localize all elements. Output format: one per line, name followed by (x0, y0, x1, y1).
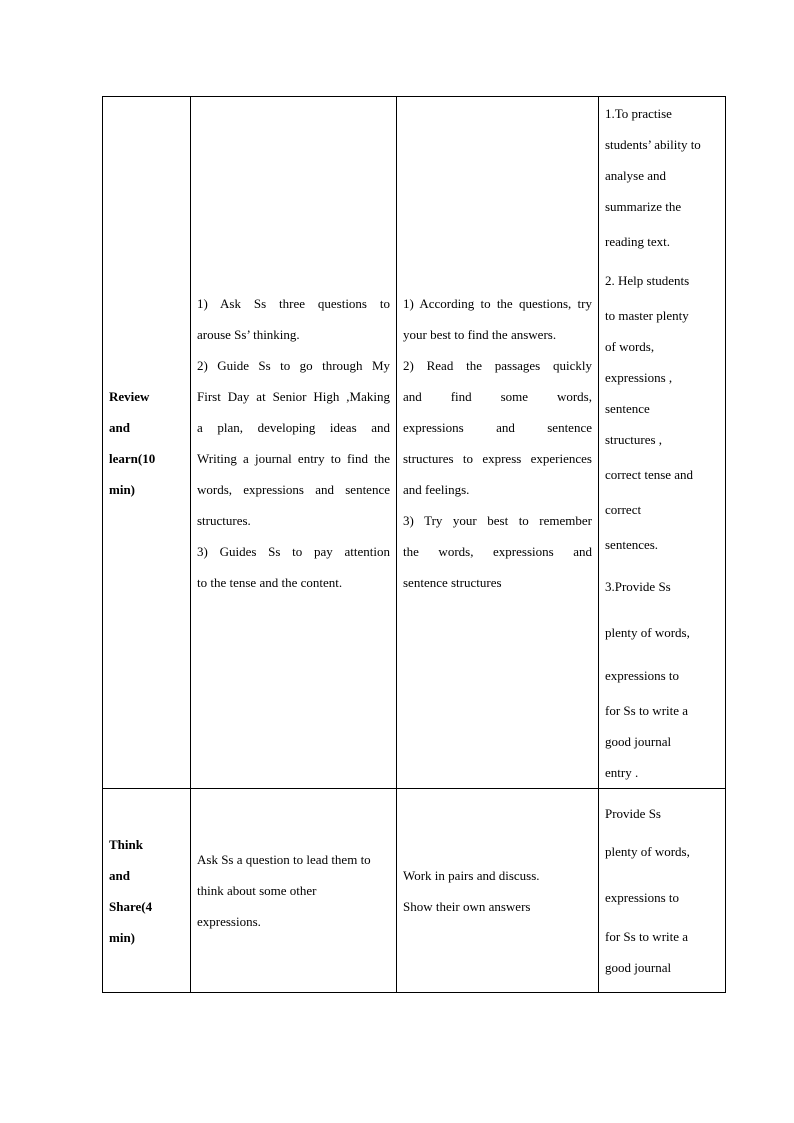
text-line: your best to find the answers. (403, 326, 557, 342)
text-line: Work in pairs and discuss. (403, 867, 540, 883)
text-line: 2. Help students (605, 272, 690, 288)
lesson-plan-table (102, 96, 726, 993)
text-line: a plan, developing ideas and (197, 419, 390, 435)
stage-cell (103, 789, 191, 993)
text-line: summarize the (605, 198, 682, 214)
stage-line: learn(10 (109, 450, 156, 466)
text-line: to master plenty (605, 307, 689, 323)
text-line: analyse and (605, 167, 667, 183)
text-line: and feelings. (403, 481, 470, 497)
text-line: 3.Provide Ss (605, 578, 671, 594)
text-line: entry . (605, 764, 639, 780)
text-line: 1.To practise (605, 105, 672, 121)
table-row (103, 789, 726, 993)
text-line: Show their own answers (403, 898, 531, 914)
text-line: expressions. (197, 914, 261, 929)
stage-line: Think (109, 836, 143, 852)
purpose-cell (599, 97, 726, 789)
text-line: reading text. (605, 233, 670, 249)
table-row (103, 97, 726, 789)
text-line: structures. (197, 512, 251, 528)
text-line: sentences. (605, 536, 659, 552)
text-line: 1) Ask Ss three questions to (197, 295, 390, 311)
text-line: for Ss to write a (605, 929, 689, 944)
text-line: structures to express experiences (403, 450, 592, 466)
text-line: 3) Guides Ss to pay attention (197, 543, 390, 559)
stage-line: Share(4 (109, 898, 153, 914)
text-line: 1) According to the questions, try (403, 295, 592, 311)
text-line: expressions , (605, 369, 673, 385)
stage-line: min) (109, 481, 135, 497)
text-line: to the tense and the content. (197, 574, 343, 590)
text-line: good journal (605, 733, 672, 749)
stage-line: and (109, 867, 130, 883)
student-activity-cell (397, 97, 599, 789)
text-line: and find some words, (403, 388, 592, 404)
text-line: Ask Ss a question to lead them to (197, 852, 371, 867)
text-line: good journal (605, 960, 672, 975)
stage-line: Review (109, 388, 150, 404)
stage-line: and (109, 419, 130, 435)
text-line: the words, expressions and (403, 543, 592, 559)
text-line: expressions to (605, 667, 680, 683)
stage-cell (103, 97, 191, 789)
text-line: sentence structures (403, 574, 502, 590)
text-line: students’ ability to (605, 136, 701, 152)
text-line: 2) Guide Ss to go through My (197, 357, 390, 373)
text-line: of words, (605, 338, 655, 354)
text-line: for Ss to write a (605, 702, 689, 718)
text-line: think about some other (197, 883, 317, 898)
text-line: plenty of words, (605, 844, 690, 859)
student-activity-cell (397, 789, 599, 993)
text-line: arouse Ss’ thinking. (197, 326, 300, 342)
text-line: correct tense and (605, 466, 694, 482)
text-line: expressions to (605, 890, 680, 905)
text-line: sentence (605, 400, 650, 416)
text-line: words, expressions and sentence (197, 481, 390, 497)
teacher-activity-cell (191, 789, 397, 993)
text-line: correct (605, 501, 642, 517)
text-line: 3) Try your best to remember (403, 512, 592, 528)
text-line: Writing a journal entry to find the (197, 450, 390, 466)
text-line: 2) Read the passages quickly (403, 357, 592, 373)
text-line: plenty of words, (605, 624, 690, 640)
teacher-activity-cell (191, 97, 397, 789)
text-line: First Day at Senior High ,Making (197, 388, 390, 404)
text-line: structures , (605, 431, 663, 447)
stage-line: min) (109, 929, 135, 945)
text-line: expressions and sentence (403, 419, 592, 435)
purpose-cell (599, 789, 726, 993)
text-line: Provide Ss (605, 806, 661, 821)
